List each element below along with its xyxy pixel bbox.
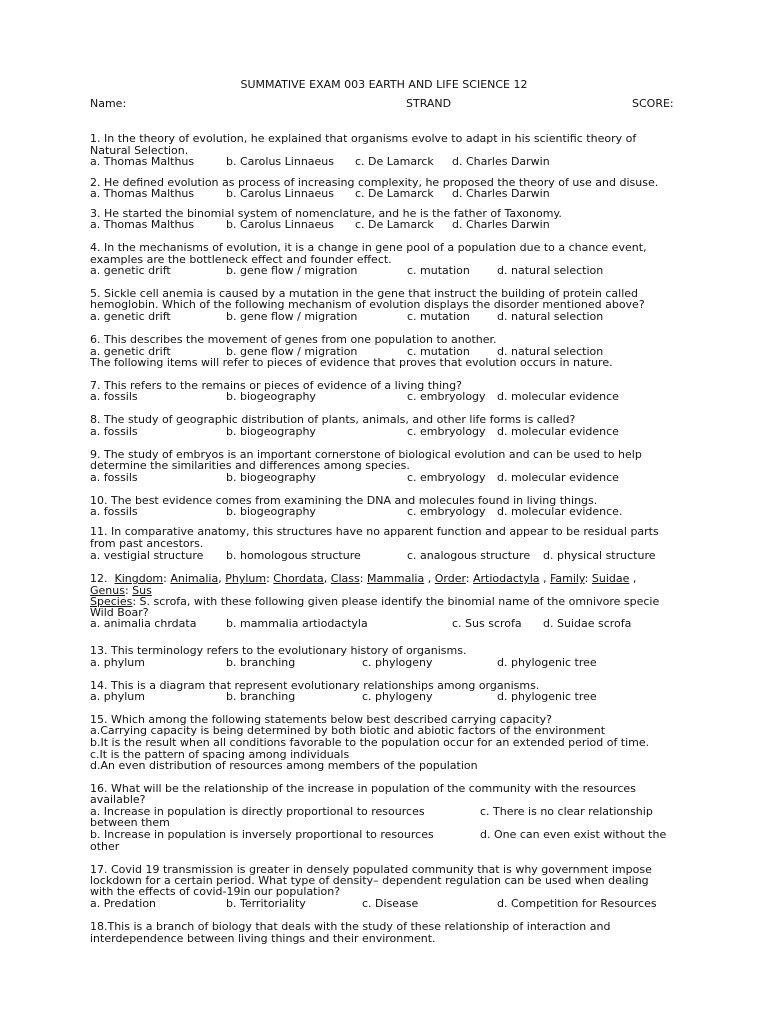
- option-a: a. Thomas Malthus: [90, 187, 195, 200]
- question-text: 14. This is a diagram that represent evolutionary relationships among organisms.: [90, 679, 540, 692]
- option-c: c. De Lamarck: [355, 155, 434, 168]
- option-c: c. embryology: [407, 505, 486, 518]
- question-text: 11. In comparative anatomy, this structures have no apparent function and appear to be residual parts: [90, 525, 659, 538]
- option-a: a. fossils: [90, 425, 138, 438]
- question-text: Wild Boar?: [90, 606, 149, 619]
- option-b: b. gene flow / migration: [226, 264, 358, 277]
- option-d: d. One can even exist without the: [480, 828, 667, 841]
- option-b: b. Increase in population is inversely proportional to resources: [90, 828, 434, 841]
- order-value: Artiodactyla: [473, 572, 540, 585]
- question-text: lockdown for a certain period. What type of density– dependent regulation can be used when dealing: [90, 874, 649, 887]
- option-c: c. analogous structure: [407, 549, 531, 562]
- phylum-label: Phylum: [225, 572, 267, 585]
- question-text: determine the similarities and differences among species.: [90, 459, 410, 472]
- option-b: b. Carolus Linnaeus: [226, 155, 335, 168]
- option-d: d. molecular evidence: [497, 471, 619, 484]
- question-text: 4. In the mechanisms of evolution, it is a change in gene pool of a population due to a chance event,: [90, 241, 647, 254]
- option-a: a. genetic drift: [90, 264, 171, 277]
- question-text: 2. He defined evolution as process of increasing complexity, he proposed the theory of use and disuse.: [90, 176, 659, 189]
- family-label: Family: [550, 572, 585, 585]
- option-a: a. genetic drift: [90, 310, 171, 323]
- question-text: interdependence between living things and their environment.: [90, 932, 436, 945]
- option-c: c. phylogeny: [362, 656, 433, 669]
- option-c: c. mutation: [407, 345, 470, 358]
- option-d: d. molecular evidence.: [497, 505, 623, 518]
- option-a: a. fossils: [90, 390, 138, 403]
- option-c: c. Disease: [362, 897, 419, 910]
- option-c-continued: between them: [90, 816, 170, 829]
- question-text: 17. Covid 19 transmission is greater in densely populated community that is why government impose: [90, 863, 652, 876]
- kingdom-label: Kingdom: [114, 572, 164, 585]
- option-b: b. biogeography: [226, 505, 316, 518]
- question-text: 13. This terminology refers to the evolutionary history of organisms.: [90, 644, 467, 657]
- genus-value: Sus: [132, 584, 152, 597]
- class-label: Class: [330, 572, 360, 585]
- option-c: c. embryology: [407, 390, 486, 403]
- option-d: d. phylogenic tree: [497, 656, 597, 669]
- question-text: Natural Selection.: [90, 144, 189, 157]
- order-label: Order: [434, 572, 466, 585]
- question-text: 16. What will be the relationship of the increase in population of the community with the resources: [90, 782, 636, 795]
- option-a: a. vestigial structure: [90, 549, 204, 562]
- option-b: b. Carolus Linnaeus: [226, 187, 335, 200]
- option-b: b. mammalia artiodactyla: [226, 617, 368, 630]
- question-text: from past ancestors.: [90, 537, 204, 550]
- question-text: 18.This is a branch of biology that deals with the study of these relationship of interaction and: [90, 920, 611, 933]
- option-a: a. phylum: [90, 656, 145, 669]
- family-value: Suidae: [591, 572, 630, 585]
- option-a: a. Thomas Malthus: [90, 218, 195, 231]
- option-d: d. phylogenic tree: [497, 690, 597, 703]
- option-a: a.Carrying capacity is being determined by both biotic and abiotic factors of the environment: [90, 724, 606, 737]
- option-a: a. Predation: [90, 897, 157, 910]
- option-c: c. De Lamarck: [355, 218, 434, 231]
- option-d-continued: other: [90, 840, 120, 853]
- genus-label: Genus: [90, 584, 125, 597]
- question-text: 6. This describes the movement of genes from one population to another.: [90, 333, 497, 346]
- question-text: 15. Which among the following statements below best described carrying capacity?: [90, 713, 552, 726]
- option-d: d. Charles Darwin: [452, 155, 550, 168]
- kingdom-value: Animalia: [170, 572, 219, 585]
- option-c: c. mutation: [407, 264, 470, 277]
- question-text: 1. In the theory of evolution, he explained that organisms evolve to adapt in his scientific theory of: [90, 132, 637, 145]
- option-b: b. biogeography: [226, 425, 316, 438]
- option-c: c. embryology: [407, 425, 486, 438]
- question-text: 5. Sickle cell anemia is caused by a mutation in the gene that instruct the building of protein called: [90, 287, 639, 300]
- option-b: b. Carolus Linnaeus: [226, 218, 335, 231]
- question-text: 8. The study of geographic distribution of plants, animals, and other life forms is called?: [90, 413, 576, 426]
- option-d: d. Charles Darwin: [452, 218, 550, 231]
- option-c: c. There is no clear relationship: [480, 805, 653, 818]
- option-c: c.It is the pattern of spacing among individuals: [90, 748, 350, 761]
- option-b: b. branching: [226, 656, 296, 669]
- question-text: 7. This refers to the remains or pieces of evidence of a living thing?: [90, 379, 462, 392]
- question-text: available?: [90, 793, 146, 806]
- question-text: S. scrofa, with these following given please identify the binomial name of the omnivore specie: [139, 595, 660, 608]
- question-text: with the effects of covid-19in our population?: [90, 885, 341, 898]
- option-d: d.An even distribution of resources among members of the population: [90, 759, 478, 772]
- name-label: Name:: [90, 97, 127, 110]
- section-note: The following items will refer to pieces of evidence that proves that evolution occurs in nature.: [90, 356, 613, 369]
- option-a: a. fossils: [90, 471, 138, 484]
- option-d: d. molecular evidence: [497, 390, 619, 403]
- species-label: Species: [90, 595, 133, 608]
- option-c: c. De Lamarck: [355, 187, 434, 200]
- option-d: d. natural selection: [497, 310, 604, 323]
- option-b: b. homologous structure: [226, 549, 361, 562]
- option-a: a. phylum: [90, 690, 145, 703]
- option-d: d. Suidae scrofa: [543, 617, 632, 630]
- option-d: d. natural selection: [497, 264, 604, 277]
- question-text: hemoglobin. Which of the following mechanism of evolution displays the disorder mentioned above?: [90, 298, 645, 311]
- strand-label: STRAND: [406, 97, 452, 110]
- option-c: c. phylogeny: [362, 690, 433, 703]
- score-label: SCORE:: [632, 97, 674, 110]
- question-text: examples are the bottleneck effect and founder effect.: [90, 253, 392, 266]
- option-b: b. branching: [226, 690, 296, 703]
- option-a: a. Increase in population is directly proportional to resources: [90, 805, 425, 818]
- option-b: b. biogeography: [226, 471, 316, 484]
- question-text: 10. The best evidence comes from examining the DNA and molecules found in living things.: [90, 494, 598, 507]
- option-d: d. natural selection: [497, 345, 604, 358]
- option-a: a. animalia chrdata: [90, 617, 197, 630]
- genus-line: Genus: Sus: [90, 584, 152, 597]
- question-text: 3. He started the binomial system of nomenclature, and he is the father of Taxonomy.: [90, 207, 562, 220]
- option-d: d. physical structure: [543, 549, 656, 562]
- option-b: b. biogeography: [226, 390, 316, 403]
- option-b: b. gene flow / migration: [226, 345, 358, 358]
- option-c: c. mutation: [407, 310, 470, 323]
- question-number: 12.: [90, 572, 108, 585]
- option-a: a. fossils: [90, 505, 138, 518]
- taxonomy-line: 12. Kingdom: Animalia, Phylum: Chordata, Class: Mammalia , Order: Artiodactyla , Family: Suidae ,: [90, 572, 637, 585]
- option-c: c. embryology: [407, 471, 486, 484]
- option-b: b.It is the result when all conditions favorable to the population occur for an extended period of time.: [90, 736, 650, 749]
- option-d: d. Competition for Resources: [497, 897, 657, 910]
- species-line: Species: S. scrofa, with these following given please identify the binomial name of the omnivore specie: [90, 595, 660, 608]
- option-b: b. Territoriality: [226, 897, 306, 910]
- class-value: Mammalia: [366, 572, 425, 585]
- option-a: a. Thomas Malthus: [90, 155, 195, 168]
- option-a: a. genetic drift: [90, 345, 171, 358]
- option-b: b. gene flow / migration: [226, 310, 358, 323]
- option-d: d. Charles Darwin: [452, 187, 550, 200]
- phylum-value: Chordata: [273, 572, 324, 585]
- question-text: 9. The study of embryos is an important cornerstone of biological evolution and can be used to help: [90, 448, 642, 461]
- exam-title: SUMMATIVE EXAM 003 EARTH AND LIFE SCIENCE 12: [240, 78, 528, 91]
- option-d: d. molecular evidence: [497, 425, 619, 438]
- option-c: c. Sus scrofa: [452, 617, 522, 630]
